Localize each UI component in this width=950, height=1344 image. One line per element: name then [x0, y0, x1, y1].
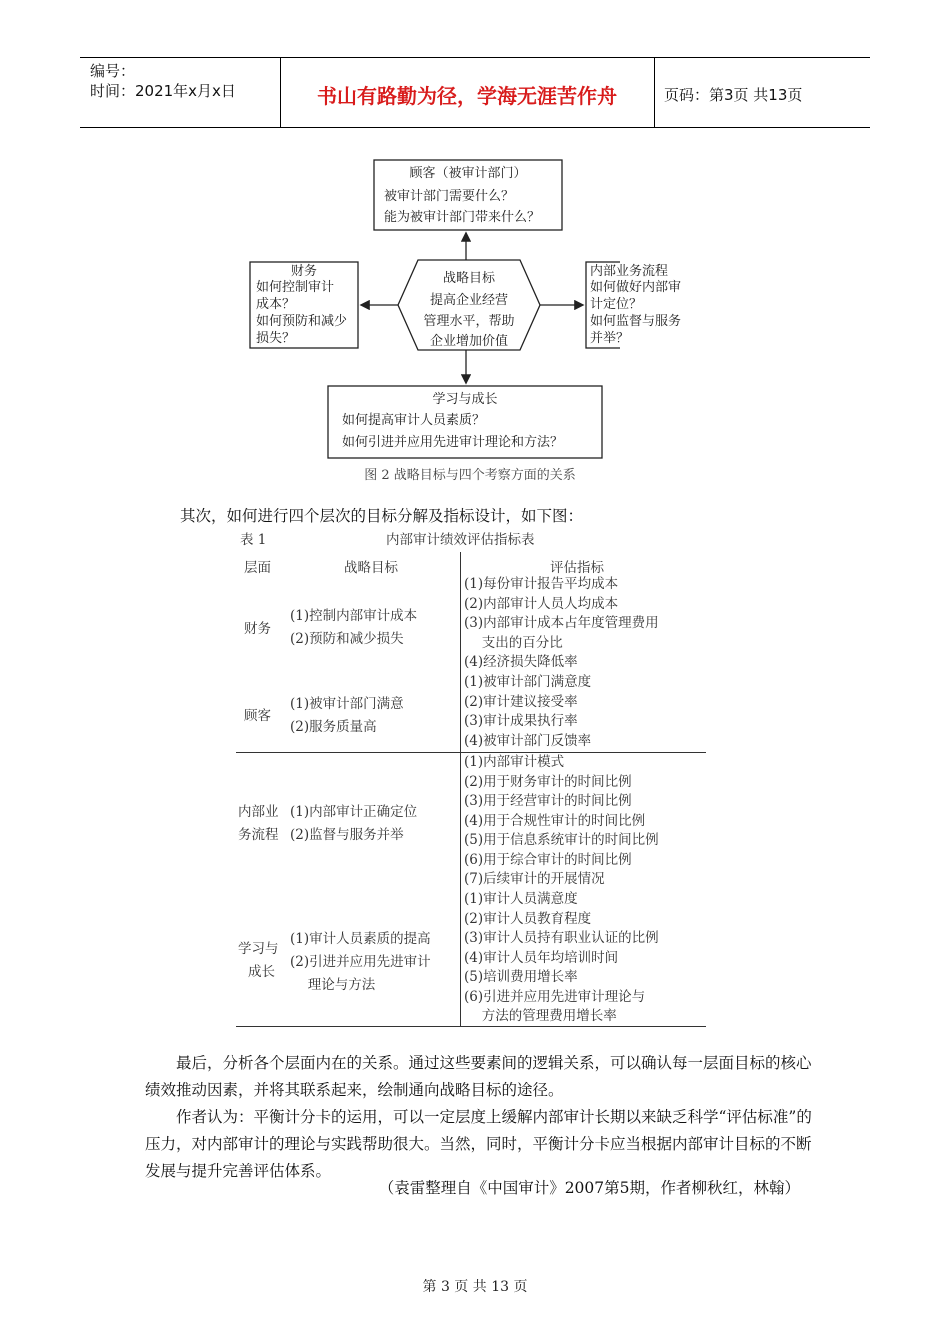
- indicator-process-7: (7)后续审计的开展情况: [464, 871, 605, 887]
- level-process-line-2: 务流程: [238, 827, 279, 843]
- indicator-process-6: (6)用于综合审计的时间比例: [464, 852, 632, 868]
- indicator-process-4: (4)用于合规性审计的时间比例: [464, 813, 646, 829]
- indicator-learning-1: (1)审计人员满意度: [464, 891, 578, 907]
- top-box-line-2: 能为被审计部门带来什么？: [384, 210, 541, 225]
- bottom-box-line-2: 如何引进并应用先进审计理论和方法？: [342, 435, 564, 450]
- right-box-line-4: 并举？: [590, 331, 630, 346]
- goal-learning-3: 理论与方法: [290, 977, 376, 993]
- header-goal: 战略目标: [344, 560, 398, 576]
- header-meta-cell: [80, 58, 281, 127]
- level-process-line-1: 内部业: [238, 804, 279, 820]
- center-line-2: 管理水平，帮助: [423, 314, 515, 329]
- goal-finance-1: (1)控制内部审计成本: [290, 608, 418, 624]
- indicator-customer-4: (4)被审计部门反馈率: [464, 733, 592, 749]
- left-box-line-4: 损失？: [256, 331, 296, 346]
- goal-finance-2: (2)预防和减少损失: [290, 631, 404, 647]
- level-learning-line-1: 学习与: [238, 941, 279, 957]
- paragraph-conclusion: 作者认为：平衡计分卡的运用，可以一定层度上缓解内部审计长期以来缺乏科学“评估标准”的压力，对内部审计的理论与实践帮助很大。当然，同时，平衡计分卡应当根据内部审计目标的不断发展与提升完善评估体系。: [145, 1108, 812, 1180]
- top-box-line-1: 被审计部门需要什么？: [384, 189, 515, 204]
- evaluation-table: [236, 528, 706, 1033]
- indicator-process-5: (5)用于信息系统审计的时间比例: [464, 832, 659, 848]
- right-box-title: 内部业务流程: [590, 264, 669, 279]
- page-header: [80, 57, 870, 128]
- intro-paragraph: 其次，如何进行四个层次的目标分解及指标设计，如下图：: [180, 507, 584, 525]
- table-title: 内部审计绩效评估指标表: [386, 532, 535, 548]
- strategy-diagram: [240, 150, 682, 488]
- indicator-learning-2: (2)审计人员教育程度: [464, 911, 592, 927]
- document-number-label: 编号：: [90, 62, 136, 80]
- figure-caption: 图 2 战略目标与四个考察方面的关系: [364, 468, 576, 483]
- level-learning-line-2: 成长: [248, 964, 275, 980]
- indicator-process-2: (2)用于财务审计的时间比例: [464, 774, 632, 790]
- indicator-learning-5: (5)培训费用增长率: [464, 969, 578, 985]
- indicator-customer-3: (3)审计成果执行率: [464, 713, 578, 729]
- center-line-3: 企业增加价值: [429, 334, 508, 349]
- indicator-customer-2: (2)审计建议接受率: [464, 694, 578, 710]
- indicator-finance-4: 支出的百分比: [464, 635, 563, 651]
- indicator-customer-1: (1)被审计部门满意度: [464, 674, 592, 690]
- header-level: 层面: [244, 560, 271, 576]
- indicator-finance-2: (2)内部审计人员人均成本: [464, 596, 619, 612]
- indicator-finance-1: (1)每份审计报告平均成本: [464, 576, 619, 592]
- indicator-learning-4: (4)审计人员年均培训时间: [464, 950, 619, 966]
- indicator-process-1: (1)内部审计模式: [464, 754, 565, 770]
- header-indicator: 评估指标: [550, 560, 604, 576]
- indicator-learning-3: (3)审计人员持有职业认证的比例: [464, 930, 659, 946]
- left-box-line-3: 如何预防和减少: [256, 314, 348, 329]
- goal-learning-1: (1)审计人员素质的提高: [290, 931, 431, 947]
- center-title: 战略目标: [442, 271, 495, 286]
- top-box-title: 顾客（被审计部门）: [409, 166, 527, 181]
- indicator-finance-3: (3)内部审计成本占年度管理费用: [464, 615, 659, 631]
- goal-customer-2: (2)服务质量高: [290, 719, 377, 735]
- indicator-finance-5: (4)经济损失降低率: [464, 654, 578, 670]
- bottom-box-line-1: 如何提高审计人员素质？: [342, 413, 486, 428]
- indicator-learning-6: (6)引进并应用先进审计理论与: [464, 989, 646, 1005]
- right-box-line-2: 计定位？: [590, 297, 643, 312]
- center-line-1: 提高企业经营: [429, 293, 508, 308]
- goal-process-2: (2)监督与服务并举: [290, 827, 404, 843]
- level-customer: 顾客: [244, 708, 271, 724]
- motto: 书山有路勤为径，学海无涯苦作舟: [317, 84, 617, 108]
- page-footer: 第 3 页 共 13 页: [422, 1279, 528, 1295]
- left-box-title: 财务: [290, 264, 317, 279]
- right-box-line-1: 如何做好内部审: [590, 280, 682, 295]
- page-indicator: 页码：第3页 共13页: [664, 86, 803, 104]
- indicator-learning-7: 方法的管理费用增长率: [464, 1008, 617, 1024]
- header-page-cell: [654, 58, 870, 127]
- level-finance: 财务: [244, 621, 271, 637]
- goal-process-1: (1)内部审计正确定位: [290, 804, 418, 820]
- table-label: 表 1: [240, 532, 267, 548]
- goal-learning-2: (2)引进并应用先进审计: [290, 954, 431, 970]
- source-note: （袁雷整理自《中国审计》2007第5期，作者柳秋红，林翰）: [378, 1179, 800, 1197]
- indicator-process-3: (3)用于经营审计的时间比例: [464, 793, 632, 809]
- left-box-line-2: 成本？: [256, 297, 296, 312]
- document-time: 时间：2021年x月x日: [90, 82, 236, 100]
- right-box-line-3: 如何监督与服务: [590, 314, 682, 329]
- paragraph-relations: 最后，分析各个层面内在的关系。通过这些要素间的逻辑关系，可以确认每一层面目标的核心绩效推动因素，并将其联系起来，绘制通向战略目标的途径。: [145, 1054, 812, 1099]
- left-box-line-1: 如何控制审计: [256, 280, 335, 295]
- goal-customer-1: (1)被审计部门满意: [290, 696, 404, 712]
- table-column-divider: [460, 552, 461, 1026]
- bottom-box-title: 学习与成长: [432, 392, 498, 407]
- header-motto-cell: [280, 58, 655, 127]
